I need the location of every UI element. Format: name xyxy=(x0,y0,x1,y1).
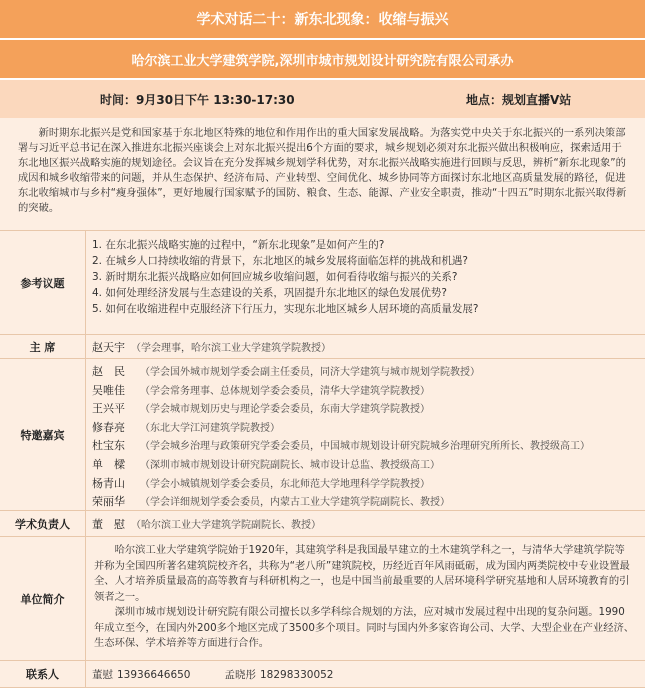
contact-item xyxy=(225,667,334,682)
academic-lead-title: （哈尔滨工业大学建筑学院副院长、教授） xyxy=(131,520,321,531)
guest-title: （学会常务理事、总体规划学委会委员，清华大学建筑学院教授） xyxy=(140,385,430,397)
topics-row xyxy=(0,231,645,335)
guest-name: 修春亮 xyxy=(92,420,125,434)
topics-list xyxy=(86,231,645,334)
contact-name: 董慰 xyxy=(92,668,113,681)
unit-intro-label: 单位简介 xyxy=(0,537,86,660)
guest-name: 杜宝东 xyxy=(92,439,125,453)
chair-title: （学会理事，哈尔滨工业大学建筑学院教授） xyxy=(131,343,331,354)
academic-lead-row xyxy=(0,511,645,537)
unit-intro-text xyxy=(86,537,645,660)
guest-item xyxy=(92,475,639,494)
time-place-bar xyxy=(0,80,645,118)
guest-title: （学会城市规划历史与理论学委会委员，东南大学建筑学院教授） xyxy=(140,404,430,416)
contact-item xyxy=(92,667,191,682)
guest-item xyxy=(92,400,639,419)
intro-paragraph: 新时期东北振兴是党和国家基于东北地区特殊的地位和作用作出的重大国家发展战略。为落实党中央关于东北振兴的一系列决策部署与习近平总书记在深入推进东北振兴座谈会上对东北振兴提出6个方面的要求，城乡规划必须对东北振兴做出积极响应，探索适用于东北地区振兴战略实施的规划途径。会议旨在充分发挥城乡规划学科优势，对东北振兴战略实施进行回顾与反思，辨析“新东北现象”的成因和城乡收缩带来的问题，并从生态保护、经济布局、产业转型、空间优化、城乡协同等方面探讨东北地区高质量发展的路径，促进东北收缩城市与乡村“瘦身强体”，更好地履行国家赋予的国防、粮食、生态、能源、产业安全职责，推动“十四五”时期东北振兴取得新的突破。 xyxy=(0,118,645,230)
chair-row xyxy=(0,335,645,359)
guests-row xyxy=(0,359,645,511)
topics-label: 参考议题 xyxy=(0,231,86,334)
guest-name: 赵 民 xyxy=(92,365,125,378)
contact-row xyxy=(0,661,645,688)
contact-list xyxy=(86,661,645,687)
chair-label: 主 席 xyxy=(0,335,86,358)
guest-title: （学会城乡治理与政策研究学委会委员，中国城市规划设计研究院城乡治理研究所所长、教授级高工） xyxy=(140,441,590,453)
guest-title: （学会国外城市规划学委会副主任委员，同济大学建筑与城市规划学院教授） xyxy=(140,367,480,378)
guest-name: 王兴平 xyxy=(92,402,125,416)
guests-label: 特邀嘉宾 xyxy=(0,359,86,510)
topic-item: 4. 如何处理经济发展与生态建设的关系，巩固提升东北地区的绿色发展优势? xyxy=(92,287,447,299)
info-table xyxy=(0,230,645,688)
guest-item xyxy=(92,493,639,510)
topic-item: 3. 新时期东北振兴战略应如何回应城乡收缩问题，如何看待收缩与振兴的关系? xyxy=(92,271,458,283)
guest-name: 杨青山 xyxy=(92,476,125,490)
guest-item xyxy=(92,363,639,382)
event-title: 学术对话二十：新东北现象：收缩与振兴 xyxy=(0,0,645,40)
event-place: 地点：规划直播V站 xyxy=(466,92,572,107)
topic-item: 5. 如何在收缩进程中克服经济下行压力，实现东北地区城乡人居环境的高质量发展? xyxy=(92,303,479,315)
event-time: 时间：9月30日下午 13:30-17:30 xyxy=(100,92,295,107)
guest-item xyxy=(92,437,639,456)
guest-item xyxy=(92,419,639,438)
contact-phone[interactable]: 18298330052 xyxy=(260,668,334,681)
topic-item: 1. 在东北振兴战略实施的过程中，“新东北现象”是如何产生的? xyxy=(92,239,385,251)
unit-paragraph-szpl: 深圳市城市规划设计研究院有限公司擅长以多学科综合规划的方法，应对城市发展过程中出现的复杂问题。1990年成立至今，在国内外200多个地区完成了3500多个项目。同时与国内外多家咨询公司、大学、大型企业在产业经济、生态环保、学术培养等方面进行合作。 xyxy=(94,606,635,649)
academic-lead-label: 学术负责人 xyxy=(0,511,86,536)
guest-name: 单 樑 xyxy=(92,457,125,471)
guest-title: （学会小城镇规划学委会委员，东北师范大学地理科学学院教授） xyxy=(140,478,430,490)
guest-title: （深圳市城市规划设计研究院副院长、城市设计总监、教授级高工） xyxy=(140,459,440,471)
guest-item xyxy=(92,382,639,401)
guests-list xyxy=(86,359,645,510)
guest-name: 荣丽华 xyxy=(92,495,125,509)
unit-paragraph-hit: 哈尔滨工业大学建筑学院始于1920年，其建筑学科是我国最早建立的土木建筑学科之一，与清华大学建筑学院等并称为全国四所著名建筑院校齐名，共称为“老八所”建筑院校，历经近百年风雨砥砺，成为国内两类院校中专业设置最全、人才培养质量最高的高等教育与科研机构之一，也是中国当前最重要的人居环境科学研究基地和人居环境教育的引领者之一。 xyxy=(94,544,630,603)
unit-intro-row xyxy=(0,537,645,661)
contact-label: 联系人 xyxy=(0,661,86,687)
guest-title: （学会详细规划学委会委员，内蒙古工业大学建筑学院副院长、教授） xyxy=(140,497,450,509)
guest-name: 吴唯佳 xyxy=(92,383,125,397)
topic-item: 2. 在城乡人口持续收缩的背景下，东北地区的城乡发展将面临怎样的挑战和机遇? xyxy=(92,255,468,267)
host-organizers: 哈尔滨工业大学建筑学院,深圳市城市规划设计研究院有限公司承办 xyxy=(0,40,645,80)
contact-phone[interactable]: 13936646650 xyxy=(117,668,191,681)
guest-item xyxy=(92,456,639,475)
contact-name: 孟晓彤 xyxy=(224,668,256,681)
guest-title: （东北大学江河建筑学院教授） xyxy=(140,422,280,434)
chair-name: 赵天宇 xyxy=(92,340,125,354)
academic-lead-name: 董 慰 xyxy=(92,517,125,531)
